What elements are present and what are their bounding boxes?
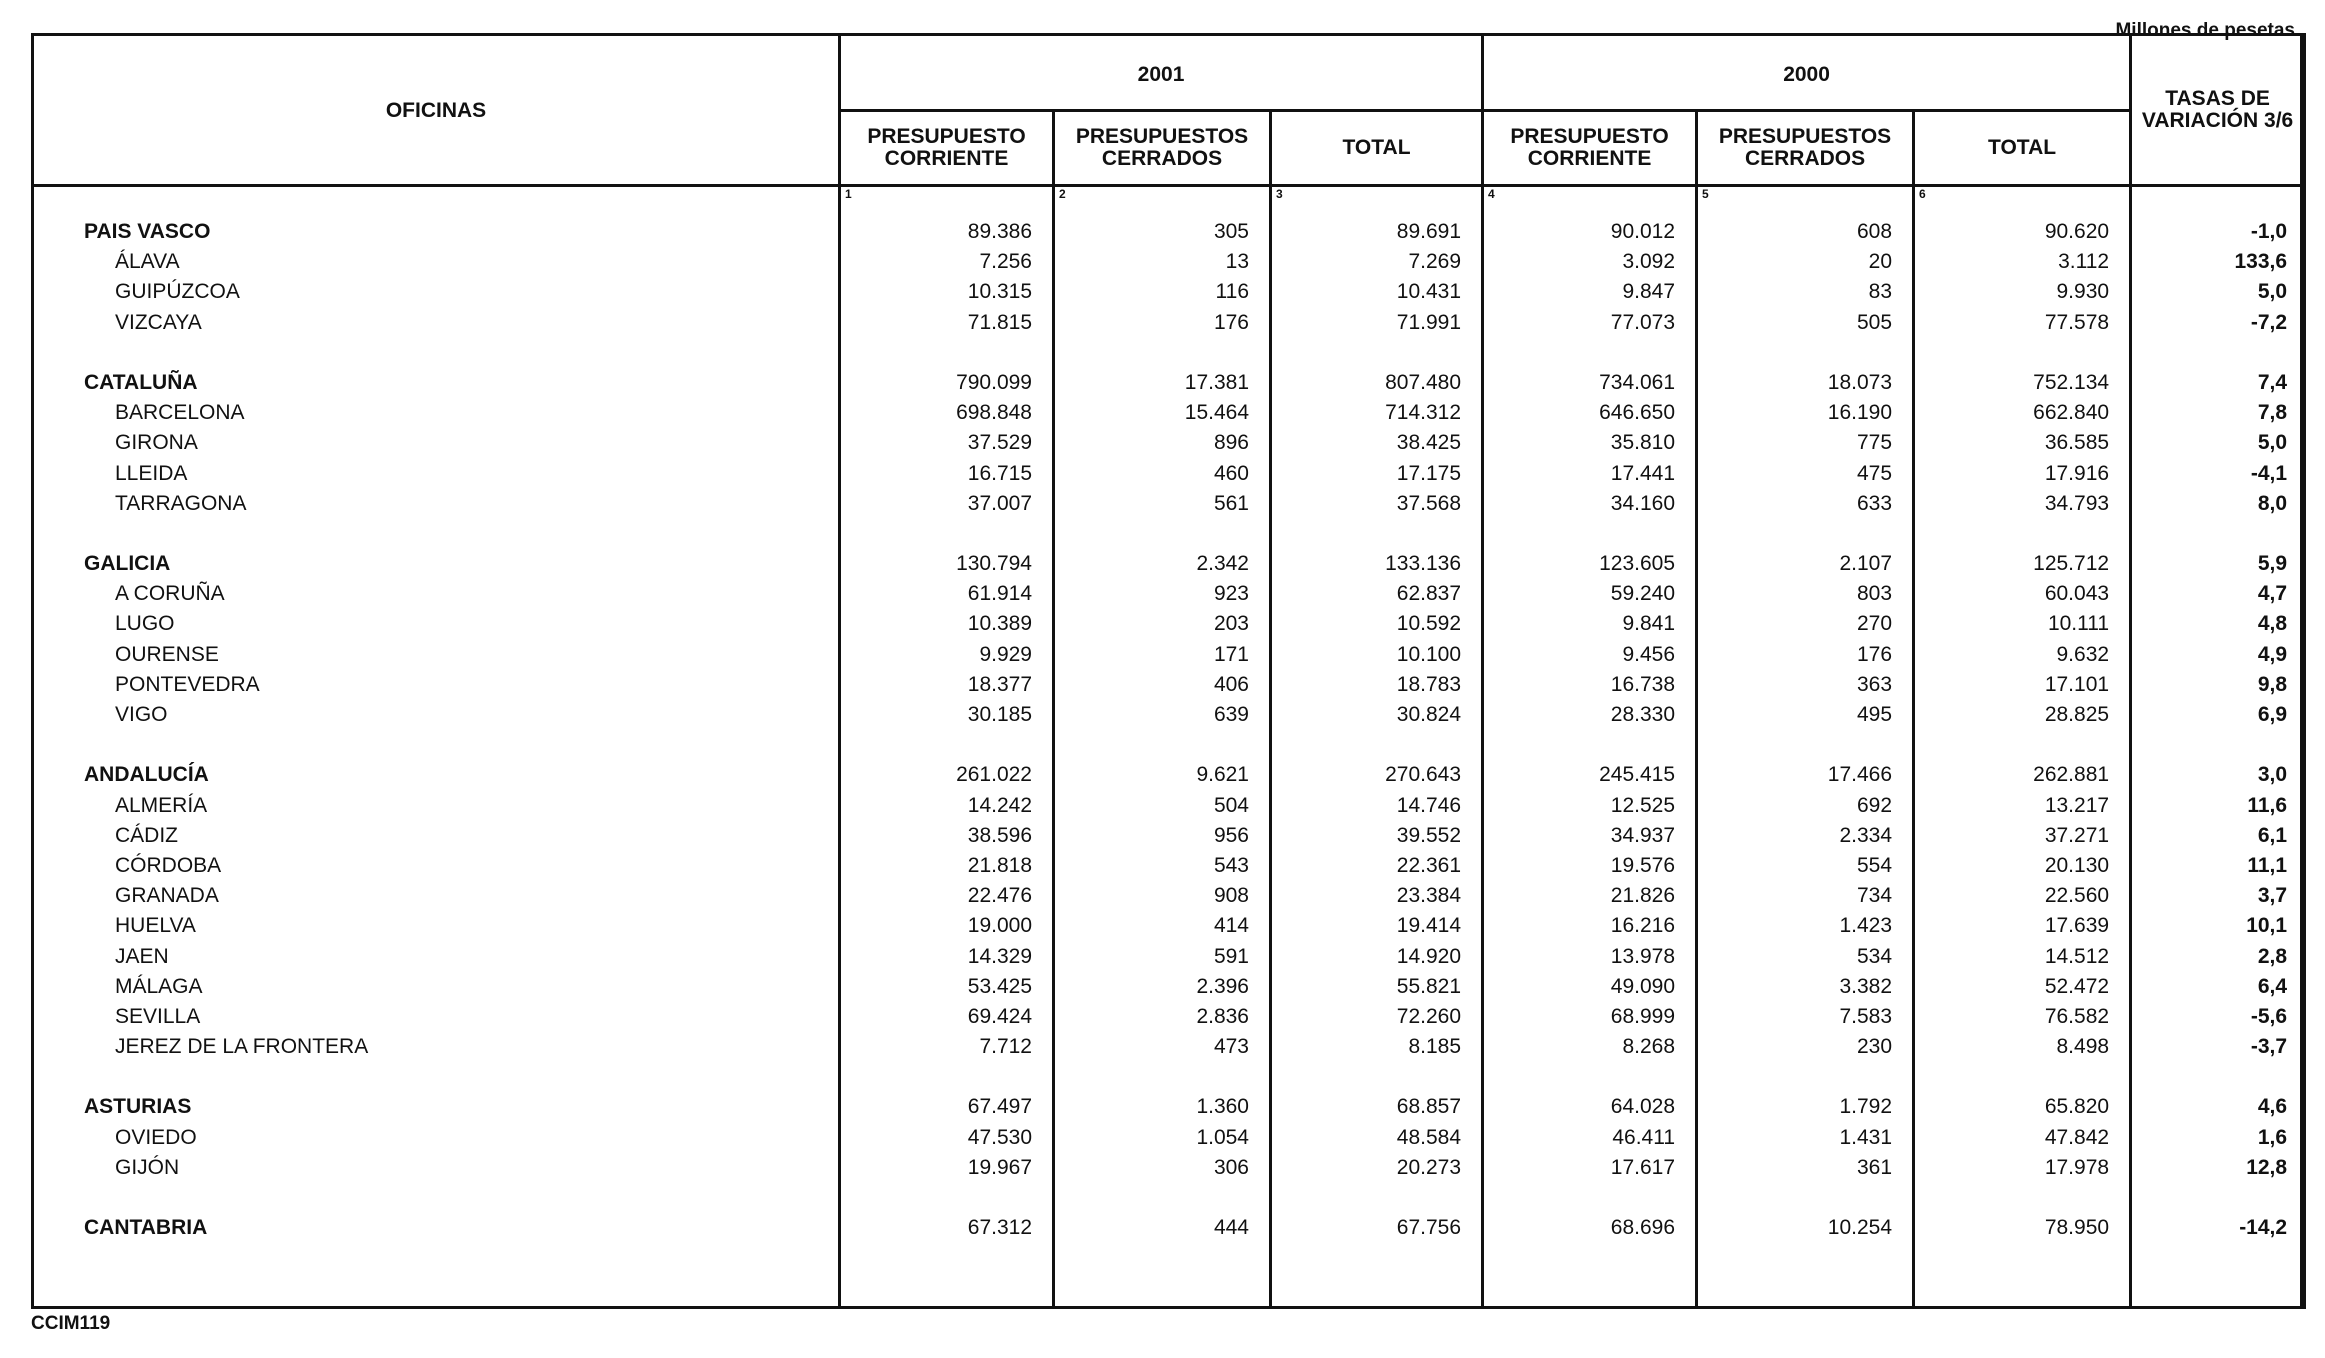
value-cell: 3,0 [2257,763,2288,787]
value-cell: 10.592 [1396,612,1462,636]
value-cell: 460 [1213,461,1249,485]
value-cell: 1,6 [2257,1125,2288,1149]
value-cell: 8,0 [2257,491,2288,515]
value-cell: 908 [1213,884,1249,908]
value-cell: 692 [1856,793,1893,817]
value-cell: 261.022 [956,763,1032,787]
value-cell: 90.620 [2044,220,2110,243]
value-cell: 14.920 [1396,944,1462,968]
value-cell: 7.712 [979,1035,1032,1059]
value-cell: 13.978 [1610,944,1676,968]
header-year-2000: 2000 [1483,35,2131,111]
header-col3: TOTAL [1271,111,1483,186]
value-cell: 2,8 [2257,944,2288,968]
value-cell: 591 [1213,944,1249,968]
value-cell: 803 [1856,582,1893,606]
value-cell: 71.815 [967,310,1032,334]
value-cell: 3.382 [1839,974,1893,998]
office-name: GUIPÚZCOA [115,280,240,304]
value-cell: 83 [1868,280,1893,304]
value-cell: 18.783 [1396,672,1462,696]
value-cell: 28.825 [2044,703,2110,726]
value-cell: -3,7 [2250,1035,2288,1059]
value-cell: 923 [1213,582,1249,606]
value-cell: 14.242 [967,793,1032,817]
value-cell: 34.937 [1610,823,1676,847]
value-cell: 116 [1215,280,1249,304]
value-cell: 734.061 [1599,370,1676,394]
value-cell: 305 [1213,220,1249,243]
value-cell: 133,6 [2234,250,2288,274]
office-name: ALMERÍA [115,793,208,817]
value-cell: 306 [1213,1155,1249,1179]
value-cell: 52.472 [2044,974,2110,998]
value-cell: 17.441 [1610,461,1676,485]
header-year-2001: 2001 [840,35,1483,111]
value-cell: -14,2 [2239,1216,2288,1240]
value-cell: 19.576 [1610,853,1676,877]
value-cell: 47.530 [967,1125,1032,1149]
value-cell: 89.386 [967,220,1032,243]
header-col2: PRESUPUESTOS CERRADOS [1054,111,1271,186]
value-cell: 10.254 [1827,1216,1893,1240]
value-cell: 7.256 [979,250,1032,274]
value-cell: 896 [1213,431,1249,455]
value-cell: 475 [1856,461,1893,485]
value-cell: 11,6 [2247,793,2288,817]
value-cell: 1.792 [1839,1095,1893,1119]
value-cell: 15.464 [1184,401,1249,425]
value-cell: 2.836 [1196,1004,1249,1028]
value-cell: 790.099 [956,370,1032,394]
value-cell: 714.312 [1385,401,1462,425]
value-cell: 2.342 [1196,552,1249,576]
value-cell: 10,1 [2246,914,2288,938]
value-cell: 65.820 [2044,1095,2110,1119]
value-cell: 123.605 [1599,552,1676,576]
value-cell: 72.260 [1396,1004,1462,1028]
column-number: 2 [1059,187,1066,201]
value-cell: -4,1 [2250,461,2288,485]
value-cell: 22.361 [1396,853,1462,877]
office-name: HUELVA [115,914,196,938]
value-cell: 19.000 [967,914,1032,938]
value-cell: 734 [1856,884,1893,908]
header-col5: PRESUPUESTOS CERRADOS [1697,111,1914,186]
value-cell: 68.857 [1396,1095,1462,1119]
office-name: CÁDIZ [115,823,178,847]
office-name: A CORUÑA [115,582,225,606]
value-cell: 34.793 [2044,491,2110,515]
value-cell: 71.991 [1396,310,1462,334]
office-name: MÁLAGA [115,974,203,998]
value-cell: 176 [1856,642,1893,666]
value-cell: 37.568 [1396,491,1462,515]
value-cell: 1.423 [1839,914,1893,938]
value-cell: 270.643 [1385,763,1462,787]
header-oficinas: OFICINAS [33,35,840,186]
value-cell: 68.999 [1610,1004,1676,1028]
value-cell: 639 [1213,703,1249,726]
value-cell: 30.185 [967,703,1032,726]
table-frame [31,33,2303,1309]
value-cell: 807.480 [1385,370,1462,394]
value-cell: 10.111 [2047,612,2110,636]
value-cell: 5,0 [2257,280,2288,304]
value-cell: 8.185 [1408,1035,1462,1059]
office-name: ÁLAVA [115,250,180,274]
value-cell: 20 [1868,250,1893,274]
region-name: CATALUÑA [84,370,198,394]
value-cell: 10.315 [967,280,1032,304]
value-cell: 9.930 [2056,280,2110,304]
value-cell: 3.092 [1622,250,1676,274]
value-cell: 22.560 [2044,884,2110,908]
value-cell: 10.100 [1396,642,1462,666]
value-cell: 16.715 [967,461,1032,485]
office-name: OURENSE [115,642,219,666]
value-cell: 775 [1856,431,1893,455]
office-name: LLEIDA [115,461,188,485]
value-cell: 90.012 [1610,220,1676,243]
value-cell: 203 [1213,612,1249,636]
footer-code: CCIM119 [31,1313,111,1334]
value-cell: 8.268 [1622,1035,1676,1059]
value-cell: 125.712 [2033,552,2110,576]
value-cell: 554 [1856,853,1893,877]
region-name: GALICIA [84,552,171,576]
value-cell: 495 [1856,703,1893,726]
header-col6: TOTAL [1914,111,2131,186]
value-cell: 176 [1213,310,1249,334]
value-cell: 9.456 [1622,642,1676,666]
value-cell: 4,8 [2257,612,2288,636]
value-cell: 17.978 [2044,1155,2110,1179]
value-cell: 17.639 [2044,914,2110,938]
value-cell: 61.914 [967,582,1032,606]
value-cell: 6,4 [2257,974,2288,998]
value-cell: 363 [1856,672,1893,696]
value-cell: 13 [1225,250,1249,274]
value-cell: 2.334 [1839,823,1893,847]
value-cell: 34.160 [1610,491,1676,515]
value-cell: 133.136 [1385,552,1462,576]
value-cell: 17.101 [2044,672,2110,696]
value-cell: 37.271 [2044,823,2110,847]
office-name: JAEN [115,944,169,968]
value-cell: 633 [1856,491,1893,515]
value-cell: 20.130 [2044,853,2110,877]
value-cell: 4,9 [2257,642,2288,666]
office-name: OVIEDO [115,1125,197,1149]
value-cell: 4,6 [2257,1095,2288,1119]
value-cell: 53.425 [967,974,1032,998]
value-cell: 16.738 [1610,672,1676,696]
office-name: SEVILLA [115,1004,201,1028]
value-cell: 473 [1213,1035,1249,1059]
value-cell: 67.312 [967,1216,1032,1240]
value-cell: 444 [1213,1216,1249,1240]
value-cell: 534 [1856,944,1893,968]
value-cell: 956 [1213,823,1249,847]
value-cell: 46.411 [1612,1125,1676,1149]
office-name: GIRONA [115,431,198,455]
value-cell: 3,7 [2257,884,2288,908]
value-cell: 20.273 [1396,1155,1462,1179]
region-name: PAIS VASCO [84,220,211,243]
value-cell: 68.696 [1610,1216,1676,1240]
value-cell: 89.691 [1396,220,1462,243]
value-cell: 1.431 [1839,1125,1893,1149]
office-name: VIZCAYA [115,310,202,334]
office-name: CÓRDOBA [115,853,222,877]
value-cell: 78.950 [2044,1216,2110,1240]
value-cell: 19.967 [967,1155,1032,1179]
value-cell: 9.929 [979,642,1032,666]
value-cell: 230 [1856,1035,1893,1059]
value-cell: 5,0 [2257,431,2288,455]
value-cell: 646.650 [1599,401,1676,425]
value-cell: 504 [1213,793,1249,817]
office-name: TARRAGONA [115,491,247,515]
value-cell: 5,9 [2257,552,2288,576]
value-cell: 7,8 [2257,401,2288,425]
value-cell: 59.240 [1610,582,1676,606]
value-cell: 662.840 [2033,401,2110,425]
value-cell: 14.512 [2044,944,2110,968]
value-cell: 67.497 [967,1095,1032,1119]
office-name: VIGO [115,703,168,726]
value-cell: 37.007 [967,491,1032,515]
value-cell: 49.090 [1610,974,1676,998]
value-cell: 406 [1213,672,1249,696]
value-cell: 2.396 [1196,974,1249,998]
value-cell: -7,2 [2250,310,2288,334]
header-col1: PRESUPUESTO CORRIENTE [840,111,1054,186]
value-cell: 9,8 [2257,672,2288,696]
column-number: 5 [1702,187,1709,201]
value-cell: 4,7 [2257,582,2288,606]
office-name: GRANADA [115,884,219,908]
value-cell: 608 [1856,220,1893,243]
value-cell: 16.216 [1610,914,1676,938]
value-cell: 17.617 [1610,1155,1676,1179]
value-cell: 262.881 [2033,763,2110,787]
value-cell: 76.582 [2044,1004,2110,1028]
value-cell: 38.596 [967,823,1032,847]
value-cell: 38.425 [1396,431,1462,455]
value-cell: 11,1 [2247,853,2288,877]
value-cell: 64.028 [1610,1095,1676,1119]
value-cell: 23.384 [1396,884,1462,908]
value-cell: 7.583 [1839,1004,1893,1028]
value-cell: 17.381 [1184,370,1249,394]
value-cell: 10.431 [1396,280,1462,304]
value-cell: 18.377 [967,672,1032,696]
value-cell: 6,1 [2257,823,2288,847]
value-cell: 9.847 [1622,280,1676,304]
value-cell: 270 [1856,612,1893,636]
value-cell: 77.578 [2044,310,2110,334]
region-name: ASTURIAS [84,1095,192,1119]
value-cell: 22.476 [967,884,1032,908]
region-name: ANDALUCÍA [84,763,209,787]
office-name: BARCELONA [115,401,245,425]
office-name: PONTEVEDRA [115,672,260,696]
column-number: 3 [1276,187,1283,201]
value-cell: 35.810 [1610,431,1676,455]
value-cell: 36.585 [2044,431,2110,455]
value-cell: 67.756 [1396,1216,1462,1240]
column-number: 6 [1919,187,1926,201]
value-cell: 77.073 [1610,310,1676,334]
value-cell: 13.217 [2044,793,2110,817]
value-cell: 21.826 [1610,884,1676,908]
value-cell: 39.552 [1396,823,1462,847]
column-number: 4 [1488,187,1495,201]
value-cell: 17.466 [1827,763,1893,787]
value-cell: 12,8 [2246,1155,2288,1179]
office-name: LUGO [115,612,175,636]
value-cell: 37.529 [967,431,1032,455]
value-cell: 17.916 [2044,461,2110,485]
value-cell: 69.424 [967,1004,1032,1028]
value-cell: 9.621 [1196,763,1249,787]
value-cell: 19.414 [1396,914,1462,938]
office-name: JEREZ DE LA FRONTERA [115,1035,369,1059]
value-cell: 7,4 [2257,370,2288,394]
value-cell: 60.043 [2044,582,2110,606]
value-cell: 245.415 [1599,763,1676,787]
value-cell: 55.821 [1396,974,1462,998]
value-cell: 48.584 [1396,1125,1462,1149]
value-cell: 171 [1213,642,1249,666]
value-cell: 9.841 [1622,612,1676,636]
value-cell: 47.842 [2044,1125,2110,1149]
value-cell: 1.054 [1196,1125,1249,1149]
value-cell: 6,9 [2257,703,2288,726]
value-cell: 14.746 [1396,793,1462,817]
value-cell: 62.837 [1396,582,1462,606]
value-cell: 2.107 [1839,552,1893,576]
value-cell: -5,6 [2250,1004,2288,1028]
value-cell: 561 [1213,491,1249,515]
value-cell: 130.794 [956,552,1032,576]
value-cell: 505 [1856,310,1893,334]
value-cell: 7.269 [1408,250,1462,274]
value-cell: 361 [1856,1155,1893,1179]
value-cell: 28.330 [1610,703,1676,726]
value-cell: 543 [1213,853,1249,877]
value-cell: 752.134 [2033,370,2110,394]
header-col4: PRESUPUESTO CORRIENTE [1483,111,1697,186]
value-cell: 9.632 [2056,642,2110,666]
value-cell: 414 [1213,914,1249,938]
value-cell: 10.389 [967,612,1032,636]
office-name: GIJÓN [115,1155,180,1179]
value-cell: 1.360 [1196,1095,1249,1119]
value-cell: 8.498 [2056,1035,2110,1059]
value-cell: 18.073 [1827,370,1893,394]
region-name: CANTABRIA [84,1216,208,1240]
value-cell: 21.818 [967,853,1032,877]
column-number: 1 [845,187,852,201]
value-cell: -1,0 [2250,220,2288,243]
value-cell: 14.329 [967,944,1032,968]
value-cell: 17.175 [1396,461,1462,485]
unit-note: Millones de pesetas [2115,20,2295,41]
value-cell: 30.824 [1396,703,1462,726]
header-tasas: TASAS DE VARIACIÓN 3/6 [2131,35,2305,186]
value-cell: 698.848 [956,401,1032,425]
value-cell: 16.190 [1827,401,1893,425]
value-cell: 12.525 [1610,793,1676,817]
value-cell: 3.112 [2058,250,2110,274]
